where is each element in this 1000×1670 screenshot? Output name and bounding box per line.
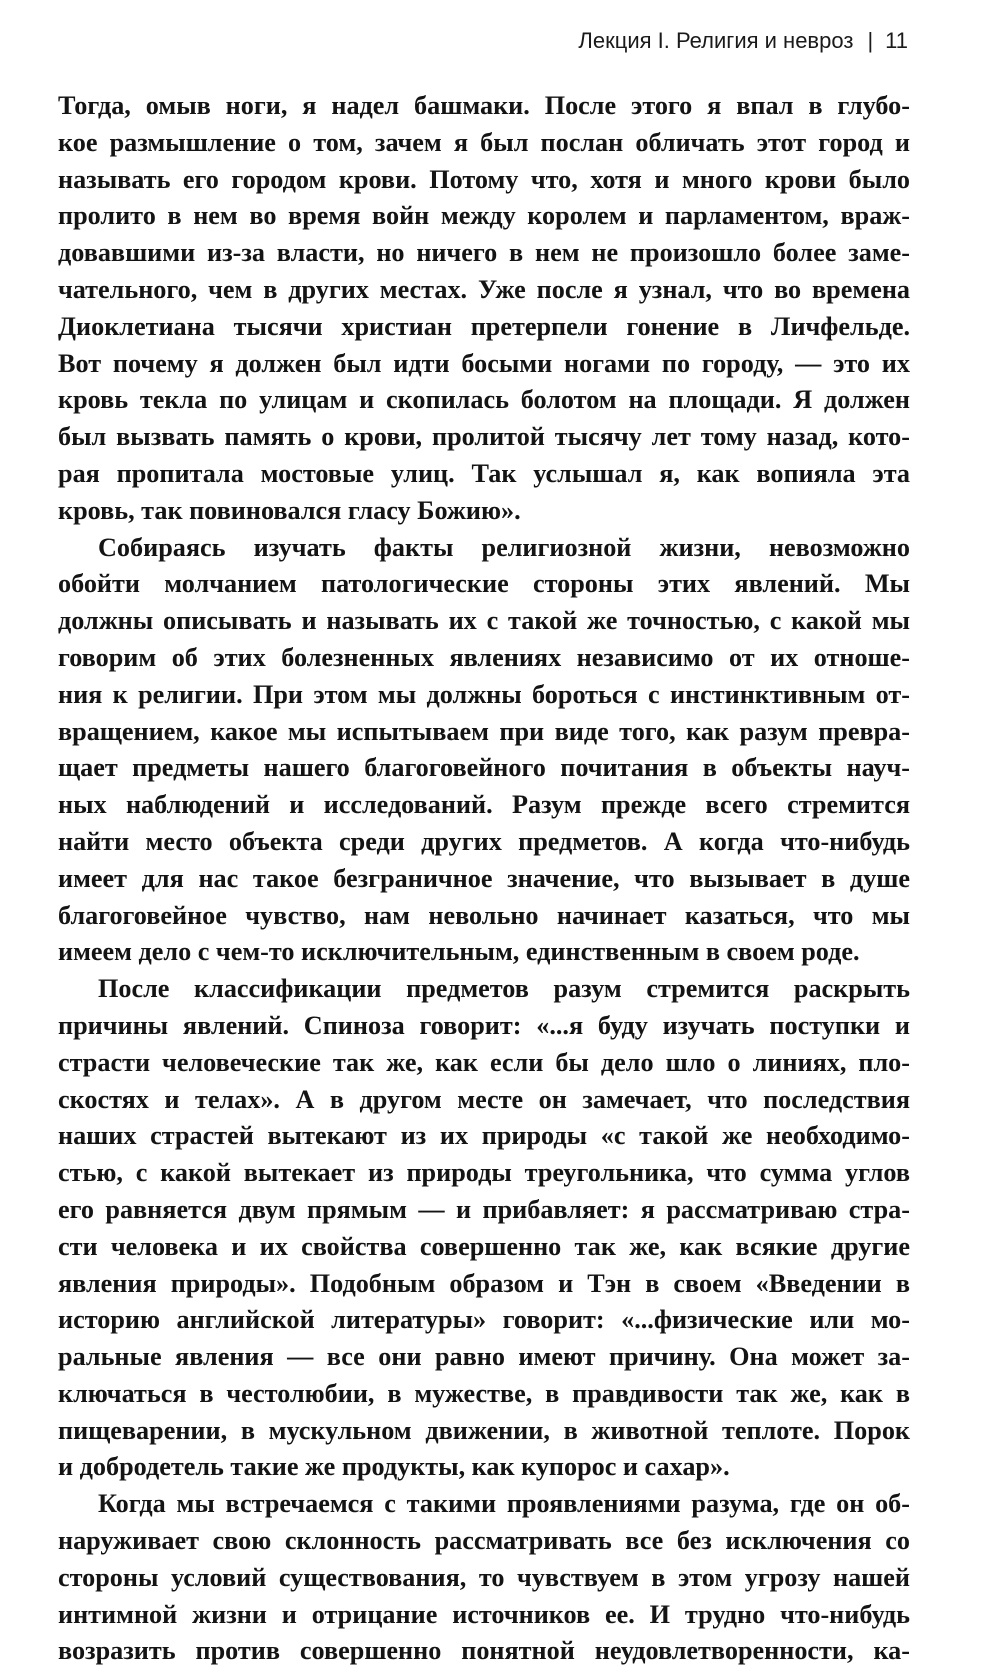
text-line: наших страстей вытекают из их природы «с такой же необходимо- [58,1121,910,1151]
text-line: Когда мы встречаемся с такими проявлениями разума, где он об- [98,1489,910,1519]
text-line: интимной жизни и отрицание источников ее. И трудно что-нибудь [58,1599,910,1629]
text-line: был вызвать память о крови, пролитой тысячу лет тому назад, кото- [58,422,910,452]
body-text [58,88,910,1670]
text-line: сти человека и их свойства совершенно так же, как всякие другие [58,1231,910,1261]
text-line: страсти человеческие так же, как если бы дело шло о линиях, пло- [58,1047,910,1077]
text-line: пролито в нем во время войн между королем и парламентом, враж- [58,201,910,231]
text-line: После классификации предметов разум стремится раскрыть [98,974,910,1004]
text-line: чательного, чем в других местах. Уже после я узнал, что во времена [58,274,910,304]
paragraph [58,530,910,972]
header-separator: | [867,28,874,53]
text-line: довавшими из-за власти, но ничего в нем не произошло более заме- [58,238,910,268]
text-line: стью, с какой вытекает из природы треугольника, что сумма углов [58,1158,910,1188]
text-line: называть его городом крови. Потому что, хотя и много крови было [58,164,910,194]
text-line: историю английской литературы» говорит: «...физические или мо- [58,1305,910,1335]
paragraph [58,1486,910,1670]
text-line: стороны условий существования, то чувствуем в этом угрозу нашей [58,1562,910,1592]
text-line: должны описывать и называть их с такой же точностью, с какой мы [58,606,910,636]
text-line: рая пропитала мостовые улиц. Так услышал я, как вопияла эта [58,458,910,488]
text-line: говорим об этих болезненных явлениях независимо от их отноше- [58,642,910,672]
text-line: вращением, какое мы испытываем при виде того, как разум превра- [58,716,910,746]
text-line: Вот почему я должен был идти босыми ногами по городу, — это их [58,348,910,378]
text-line: пищеварении, в мускульном движении, в животной теплоте. Порок [58,1415,910,1445]
text-line: имеем дело с чем-то исключительным, единственным в своем роде. [58,937,860,967]
text-line: ных наблюдений и исследований. Разум прежде всего стремится [58,790,910,820]
text-line: кровь текла по улицам и скопилась болотом на площади. Я должен [58,385,910,415]
text-line: Собираясь изучать факты религиозной жизни, невозможно [98,532,910,562]
text-line: обойти молчанием патологические стороны этих явлений. Мы [58,569,910,599]
text-line: скостях и телах». А в другом месте он замечает, что последствия [58,1084,910,1114]
text-line: причины явлений. Спиноза говорит: «...я буду изучать поступки и [58,1010,910,1040]
text-line: ния к религии. При этом мы должны бороться с инстинктивным от- [58,679,910,709]
text-line: Тогда, омыв ноги, я надел башмаки. После этого я впал в глубо- [58,91,910,120]
text-line: кровь, так повиновался гласу Божию». [58,495,521,525]
text-line: кое размышление о том, зачем я был послан обличать этот город и [58,127,910,157]
text-line: его равняется двум прямым — и прибавляет: я рассматриваю стра- [58,1194,910,1224]
text-line: наруживает свою склонность рассматривать все без исключения со [58,1526,910,1556]
text-line: ключаться в честолюбии, в мужестве, в правдивости так же, как в [58,1378,910,1408]
page-number: 11 [885,28,908,53]
text-line: ральные явления — все они равно имеют причину. Она может за- [58,1342,910,1372]
paragraph [58,971,910,1486]
text-line: Диоклетиана тысячи христиан претерпели гонение в Личфельде. [58,311,910,341]
text-line: явления природы». Подобным образом и Тэн в своем «Введении в [58,1268,910,1298]
running-head [578,26,908,56]
text-line: найти место объекта среди других предметов. А когда что-нибудь [58,826,910,856]
text-line: и добродетель такие же продукты, как купорос и сахар». [58,1452,730,1482]
text-line: имеет для нас такое безграничное значение, что вызывает в душе [58,863,910,893]
text-line: возразить против совершенно понятной неудовлетворенности, ка- [58,1636,910,1666]
text-line: щает предметы нашего благоговейного почитания в объекты науч- [58,753,910,783]
running-title: Лекция I. Религия и невроз [578,28,854,53]
paragraph [58,88,910,530]
text-line: благоговейное чувство, нам невольно начинает казаться, что мы [58,900,910,930]
